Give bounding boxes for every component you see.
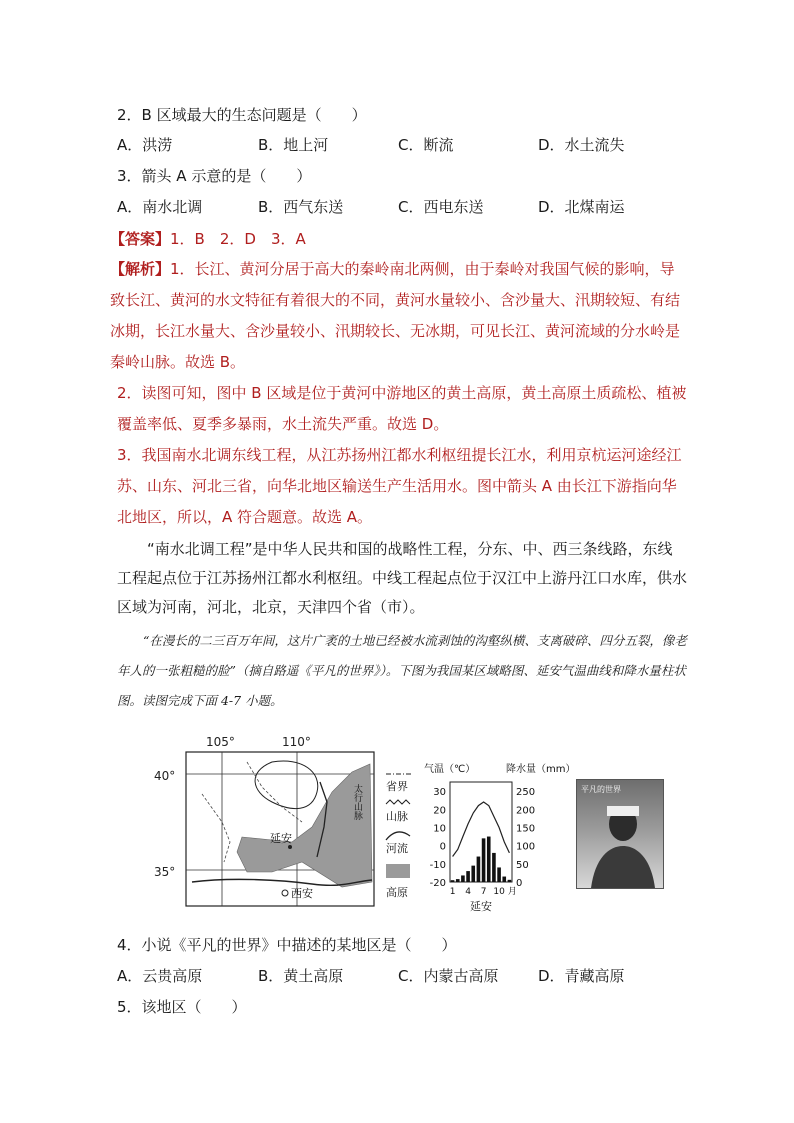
map-city-yanan: 延安 [270,832,292,845]
answer-line [110,228,306,249]
chart-temp-tick: 30 [433,787,446,799]
answer-text: 1．B 2．D 3．A [170,230,306,248]
chart-precip-bar [482,838,486,882]
legend-river: 河流 [386,842,408,855]
analysis-p3: 3．我国南水北调东线工程，从江苏扬州江都水利枢纽提长江水，利用京杭运河途经江苏、山东、河北三省，向华北地区输送生产生活用水。图中箭头 A 由长江下游指向华北地区，所以，A 符合题意。故选 A。 [117,446,682,526]
q4-option-a: A．云贵高原 [117,967,203,985]
climate-chart [420,762,576,916]
q4-option-d: D．青藏高原 [538,967,625,985]
chart-precip-tick: 100 [516,841,536,853]
chart-month-tick: 1 [449,887,456,897]
chart-x-ticks [450,886,517,897]
analysis-tag: 【解析】 [110,260,171,278]
chart-precip-bar [502,877,506,882]
photo-caption: 平凡的世界 [581,785,621,794]
legend-mountain: 山脉 [386,810,408,823]
chart-precip-tick: 250 [516,787,536,799]
legend-mountain-symbol [386,800,410,804]
legend-boundary: 省界 [386,780,408,793]
q4-option-b: B．黄土高原 [258,967,344,985]
chart-temp-tick: 20 [433,805,446,817]
map-lat-40: 40° [154,769,176,783]
answer-tag: 【答案】 [110,230,171,248]
analysis-p1: 1．长江、黄河分居于高大的秦岭南北两侧，由于秦岭对我国气候的影响，导致长江、黄河的水文特征有着很大的不同，黄河水量较小、含沙量大、汛期较短、有结冰期，长江水量大、含沙量较小、汛期较长、无冰期，可见长江、黄河流域的分水岭是秦岭山脉。故选 B。 [110,260,681,371]
note-paragraph: “南水北调工程”是中华人民共和国的战略性工程，分东、中、西三条线路，东线工程起点位于江苏扬州江都水利枢纽。中线工程起点位于汉江中上游丹江口水库，供水区域为河南，河北，北京，天津四个省（市）。 [117,540,688,616]
q4-option-c: C．内蒙古高原 [398,967,499,985]
chart-precip-bar [477,857,481,882]
map-lon-110: 110° [282,735,311,749]
legend-plateau-symbol [386,864,410,878]
chart-right-ticks [516,787,535,889]
q3-option-a: A．南水北调 [117,198,203,216]
chart-precip-bar [508,880,512,882]
chart-precip-bar [471,866,475,882]
map-legend [382,768,422,902]
chart-month-tick: 10 [493,887,505,897]
novel-photo [576,779,664,889]
question-4-stem: 4．小说《平凡的世界》中描述的某地区是（ ） [117,936,457,954]
map-city-xian: 西安 [291,887,313,900]
intro-paragraph: “在漫长的二三百万年间，这片广袤的土地已经被水流剥蚀的沟壑纵横、支离破碎、四分五裂，像老年人的一张粗糙的脸”（摘自路遥《平凡的世界》）。下图为我国某区域略图、延安气温曲线和降水量柱状图。读图完成下面 4-7 小题。 [117,633,687,708]
chart-temp-tick: -20 [429,878,446,889]
question-3-stem: 3．箭头 A 示意的是（ ） [117,167,312,185]
q2-option-a: A．洪涝 [117,136,173,154]
chart-precip-tick: 50 [516,859,529,871]
analysis-p2: 2．读图可知，图中 B 区域是位于黄河中游地区的黄土高原，黄土高原土质疏松、植被覆盖率低、夏季多暴雨，水土流失严重。故选 D。 [117,384,687,433]
chart-ylabel-left: 气温（℃） [424,764,476,775]
legend-plateau: 高原 [386,886,408,899]
analysis-p1-block [110,254,687,378]
chart-precip-bar [487,837,491,882]
chart-month-tick: 月 [507,887,517,897]
chart-title: 延安 [470,900,492,913]
map-lat-35: 35° [154,865,176,879]
chart-precip-bar [461,875,465,882]
chart-precip-tick: 200 [516,805,536,817]
chart-precip-bar [492,853,496,882]
chart-temp-tick: 0 [439,841,446,853]
region-map [152,732,380,912]
chart-temp-tick: 10 [433,823,446,835]
question-5-stem: 5．该地区（ ） [117,998,247,1016]
chart-precip-bar [497,867,501,882]
chart-month-tick: 7 [480,887,487,897]
chart-ylabel-right: 降水量（mm） [506,764,576,775]
chart-temp-tick: -10 [429,859,446,871]
q2-option-b: B．地上河 [258,136,329,154]
chart-precip-bar [466,871,470,882]
chart-precip-bar [456,879,460,882]
q3-option-d: D．北煤南运 [538,198,625,216]
q2-option-c: C．断流 [398,136,454,154]
person-portrait-icon [577,780,663,888]
q3-option-b: B．西气东送 [258,198,344,216]
chart-precip-tick: 150 [516,823,536,835]
q3-option-c: C．西电东送 [398,198,484,216]
chart-temp-line [453,802,510,857]
map-lon-105: 105° [206,735,235,749]
q2-option-d: D．水土流失 [538,136,625,154]
map-mountain-label: 太行山脉 [352,784,362,820]
question-2-stem: 2．B 区域最大的生态问题是（ ） [117,106,367,124]
chart-month-tick: 4 [465,887,471,897]
chart-left-ticks [430,787,446,889]
chart-precip-tick: 0 [516,878,523,889]
chart-precip-bar [451,880,455,882]
legend-river-symbol [386,832,410,840]
